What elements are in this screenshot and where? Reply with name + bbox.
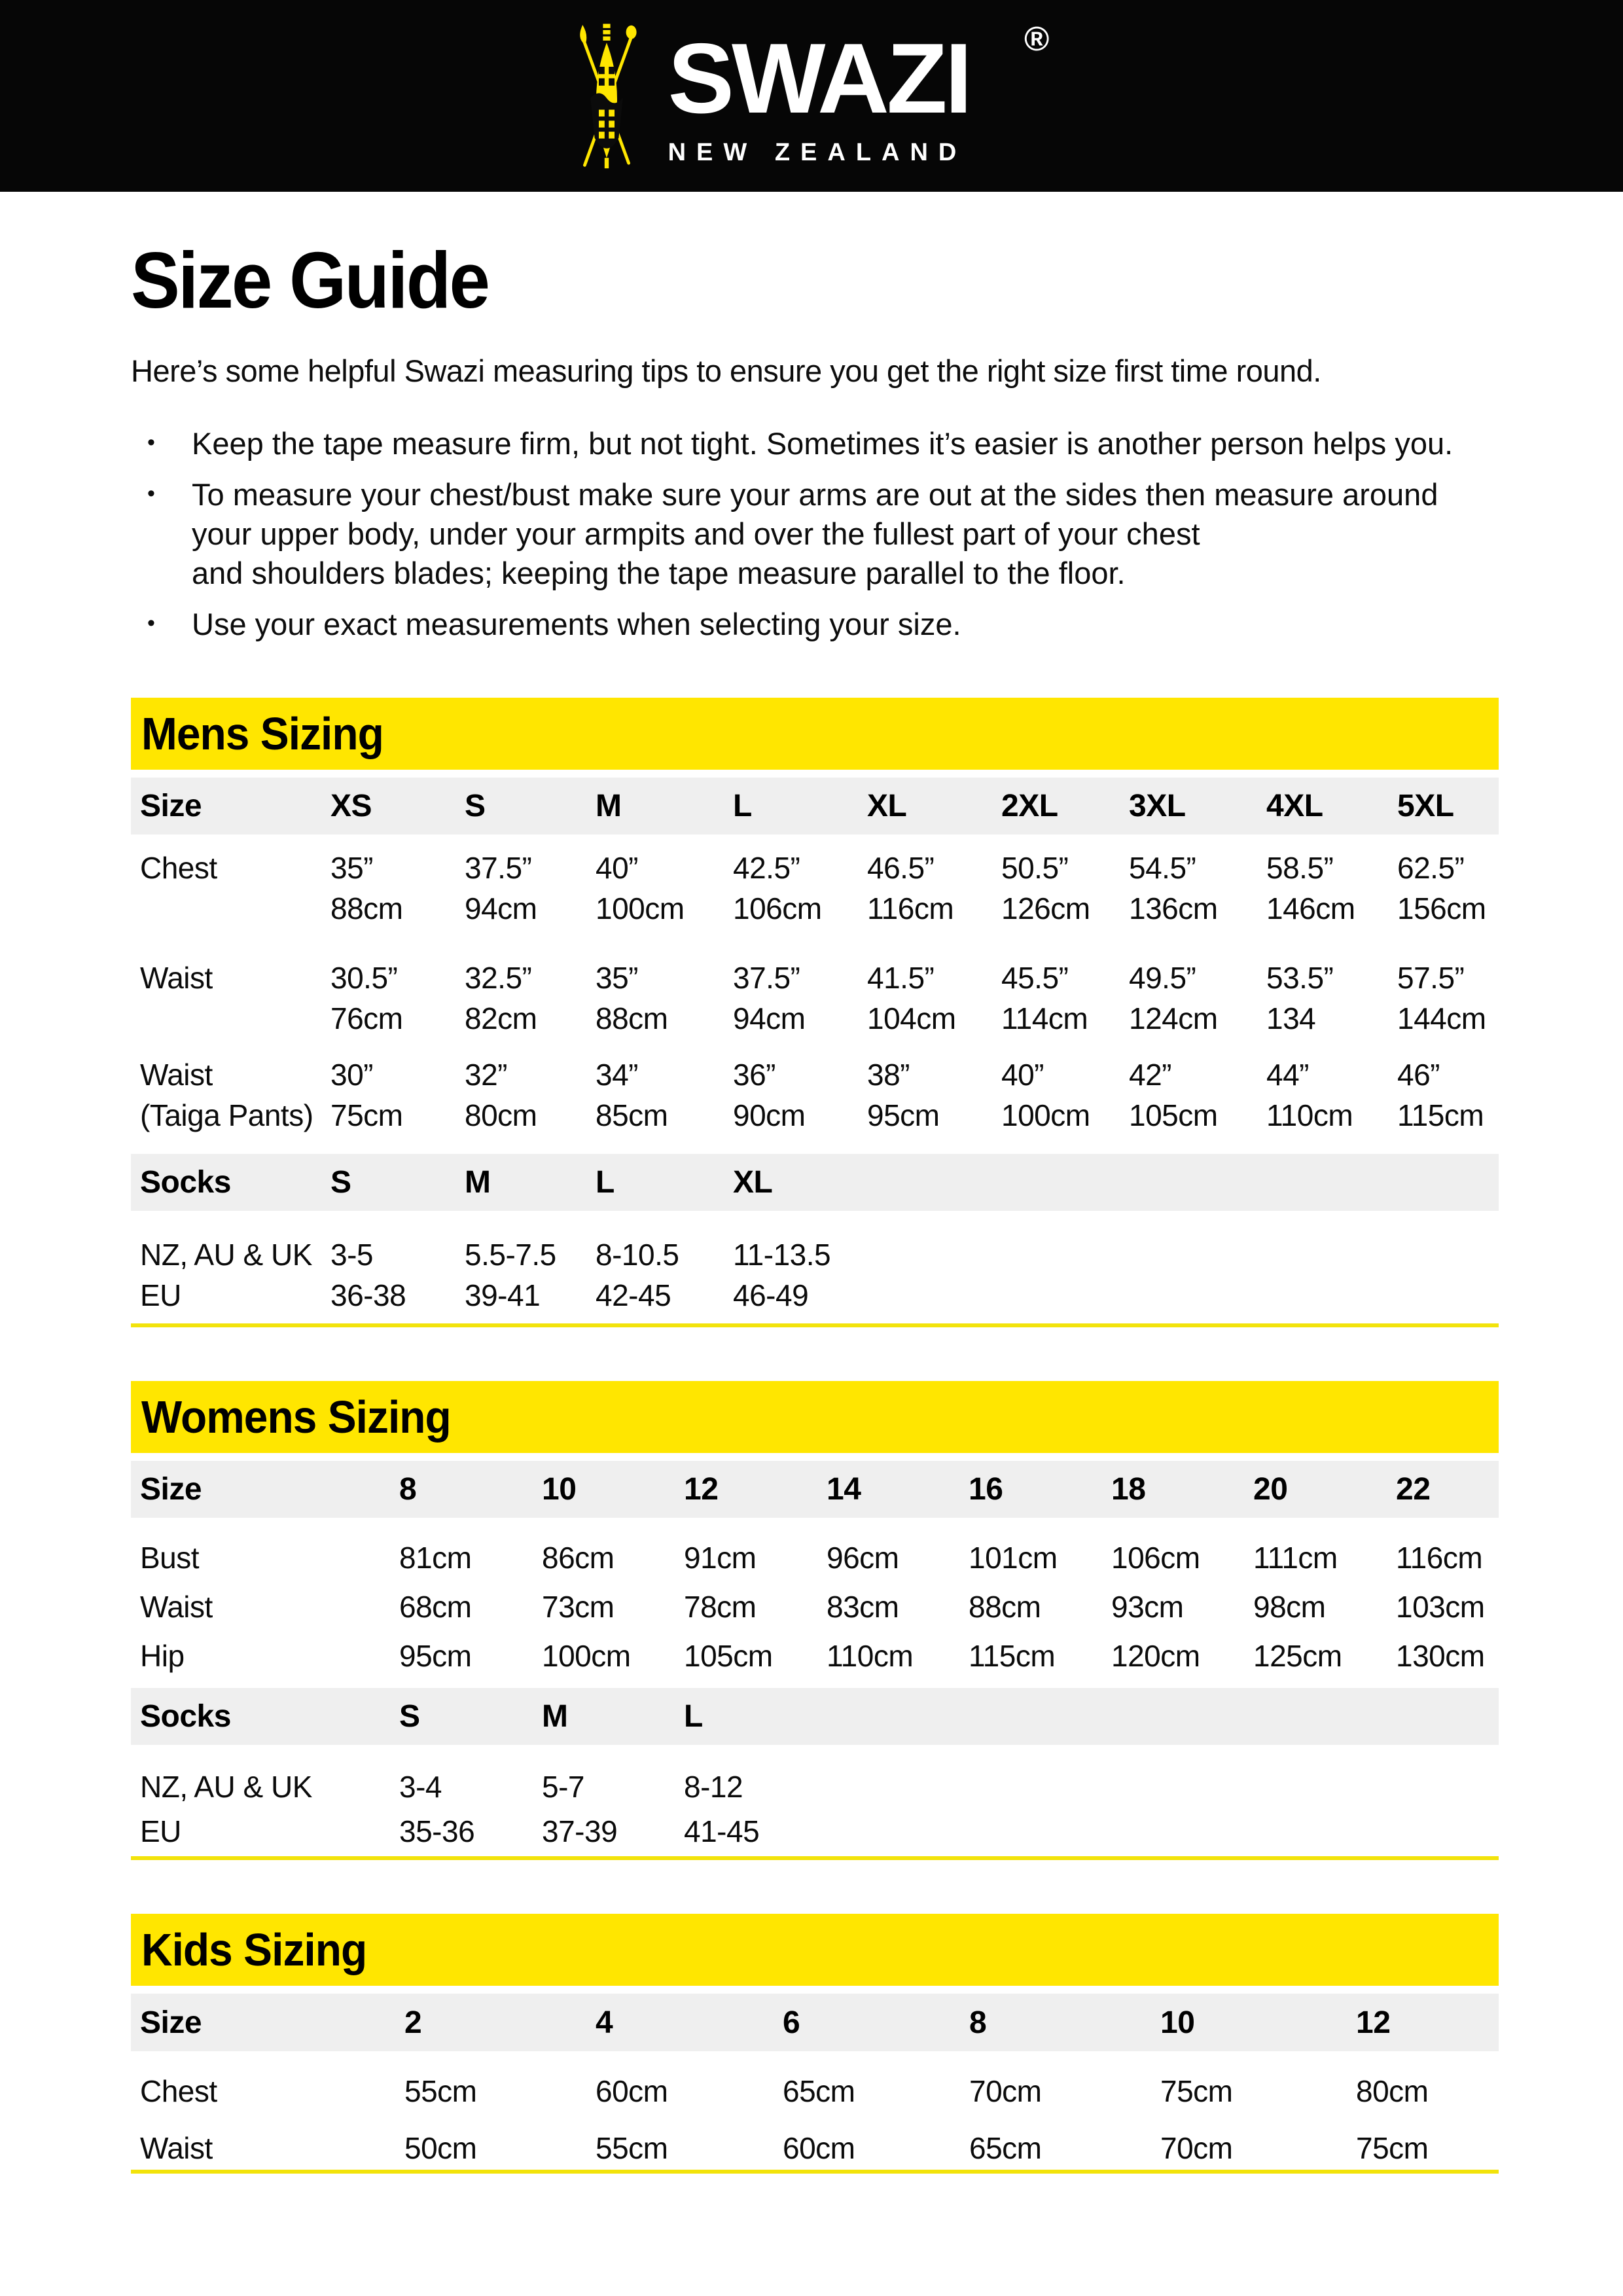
empty-cell bbox=[1129, 1154, 1266, 1211]
row-label: Waist bbox=[140, 1590, 213, 1624]
measurement-cell: 105cm bbox=[684, 1639, 773, 1673]
womens-sizing-table bbox=[131, 1461, 1499, 1852]
measurement-cell: 70cm bbox=[1160, 2131, 1233, 2165]
measurement-cell: 68cm bbox=[399, 1590, 472, 1624]
yellow-divider bbox=[131, 2170, 1499, 2174]
measurement-cell: 120cm bbox=[1111, 1639, 1200, 1673]
mens-socks-header-row bbox=[131, 1154, 1499, 1211]
empty-cell bbox=[1266, 1154, 1397, 1211]
kids-title-bar bbox=[131, 1914, 1499, 1986]
header-cell: 16 bbox=[969, 1461, 1111, 1518]
empty-cell bbox=[1111, 1807, 1253, 1852]
measurement-cell: 98cm bbox=[1253, 1590, 1326, 1624]
row-label: Waist bbox=[140, 2131, 213, 2165]
measurement-cell: 35-36 bbox=[399, 1814, 475, 1848]
row-label: Bust bbox=[140, 1541, 200, 1575]
measurement-cell: 50cm bbox=[404, 2131, 477, 2165]
empty-cell bbox=[1111, 1745, 1253, 1807]
measurement-cell: 110cm bbox=[827, 1639, 914, 1673]
empty-cell bbox=[867, 1211, 1001, 1275]
section-title: Womens Sizing bbox=[141, 1391, 451, 1443]
measurement-cell: 35” 88cm bbox=[596, 961, 668, 1035]
empty-cell bbox=[1253, 1807, 1396, 1852]
measurement-cell: 35” 88cm bbox=[330, 851, 403, 925]
empty-cell bbox=[1111, 1688, 1253, 1745]
header-cell: M bbox=[542, 1688, 684, 1745]
bullet-icon: • bbox=[147, 481, 155, 506]
empty-cell bbox=[1266, 1275, 1397, 1316]
measurement-cell: 75cm bbox=[1356, 2131, 1429, 2165]
measurement-cell: 111cm bbox=[1253, 1541, 1338, 1575]
section-title: Kids Sizing bbox=[141, 1924, 367, 1975]
mens-socks-nz-row bbox=[131, 1211, 1499, 1275]
header-cell: S bbox=[330, 1154, 465, 1211]
measurement-cell: 60cm bbox=[783, 2131, 855, 2165]
brand-wordmark: SWAZI bbox=[668, 23, 970, 134]
measurement-cell: 3-4 bbox=[399, 1770, 442, 1804]
measurement-cell: 86cm bbox=[542, 1541, 615, 1575]
measurement-cell: 80cm bbox=[1356, 2074, 1429, 2108]
section-title: Mens Sizing bbox=[141, 708, 383, 759]
empty-cell bbox=[969, 1688, 1111, 1745]
brand-header bbox=[0, 0, 1623, 192]
measurement-cell: 39-41 bbox=[465, 1278, 541, 1312]
measurement-cell: 36” 90cm bbox=[733, 1058, 806, 1132]
measurement-cell: 91cm bbox=[684, 1541, 757, 1575]
measurement-cell: 54.5” 136cm bbox=[1129, 851, 1218, 925]
tip-line: and shoulders blades; keeping the tape measure parallel to the floor. bbox=[192, 556, 1126, 590]
header-cell: 8 bbox=[969, 1994, 1160, 2051]
header-cell: S bbox=[399, 1688, 542, 1745]
empty-cell bbox=[1001, 1154, 1129, 1211]
measurement-cell: 100cm bbox=[542, 1639, 631, 1673]
measuring-tips-list bbox=[131, 424, 1499, 644]
measurement-cell: 42” 105cm bbox=[1129, 1058, 1218, 1132]
measurement-cell: 106cm bbox=[1111, 1541, 1200, 1575]
header-cell: 12 bbox=[1356, 1994, 1499, 2051]
measurement-cell: 36-38 bbox=[330, 1278, 406, 1312]
empty-cell bbox=[969, 1807, 1111, 1852]
measurement-cell: 11-13.5 bbox=[733, 1238, 831, 1272]
measurement-cell: 41.5” 104cm bbox=[867, 961, 956, 1035]
header-cell: L bbox=[596, 1154, 733, 1211]
measurement-cell: 73cm bbox=[542, 1590, 615, 1624]
mens-socks-eu-row bbox=[131, 1275, 1499, 1316]
tip-line: Use your exact measurements when selecting your size. bbox=[192, 607, 961, 641]
measurement-cell: 41-45 bbox=[684, 1814, 760, 1848]
womens-bust-row bbox=[131, 1518, 1499, 1578]
tip-item bbox=[131, 475, 1499, 593]
header-cell: XL bbox=[733, 1154, 867, 1211]
measurement-cell: 96cm bbox=[827, 1541, 899, 1575]
measurement-cell: 46” 115cm bbox=[1397, 1058, 1484, 1132]
measurement-cell: 49.5” 124cm bbox=[1129, 961, 1218, 1035]
header-cell: Size bbox=[131, 778, 330, 834]
measurement-cell: 57.5” 144cm bbox=[1397, 961, 1486, 1035]
header-cell: 4XL bbox=[1266, 778, 1397, 834]
measurement-cell: 42.5” 106cm bbox=[733, 851, 822, 925]
row-label: Waist (Taiga Pants) bbox=[140, 1058, 313, 1132]
header-cell: 5XL bbox=[1397, 778, 1499, 834]
header-cell: 3XL bbox=[1129, 778, 1266, 834]
measurement-cell: 44” 110cm bbox=[1266, 1058, 1353, 1132]
header-cell: M bbox=[596, 778, 733, 834]
measurement-cell: 55cm bbox=[596, 2131, 668, 2165]
kids-section bbox=[131, 1914, 1499, 2174]
measurement-cell: 116cm bbox=[1396, 1541, 1483, 1575]
row-label: NZ, AU & UK bbox=[140, 1238, 312, 1272]
measurement-cell: 46-49 bbox=[733, 1278, 809, 1312]
empty-cell bbox=[1396, 1745, 1499, 1807]
empty-cell bbox=[1397, 1275, 1499, 1316]
measurement-cell: 50.5” 126cm bbox=[1001, 851, 1090, 925]
womens-hip-row bbox=[131, 1627, 1499, 1688]
header-cell: XS bbox=[330, 778, 465, 834]
measurement-cell: 34” 85cm bbox=[596, 1058, 668, 1132]
registered-trademark: ® bbox=[1024, 20, 1050, 58]
header-cell: 4 bbox=[596, 1994, 783, 2051]
measurement-cell: 55cm bbox=[404, 2074, 477, 2108]
measurement-cell: 8-12 bbox=[684, 1770, 743, 1804]
page-title: Size Guide bbox=[131, 236, 489, 325]
bullet-icon: • bbox=[147, 611, 155, 636]
kids-waist-row bbox=[131, 2111, 1499, 2168]
measurement-cell: 62.5” 156cm bbox=[1397, 851, 1486, 925]
header-cell: Size bbox=[131, 1461, 399, 1518]
measurement-cell: 115cm bbox=[969, 1639, 1056, 1673]
measurement-cell: 60cm bbox=[596, 2074, 668, 2108]
tip-line: Keep the tape measure firm, but not tight. Sometimes it’s easier is another person helps you. bbox=[192, 426, 1454, 461]
measurement-cell: 88cm bbox=[969, 1590, 1041, 1624]
measurement-cell: 81cm bbox=[399, 1541, 472, 1575]
header-cell: Socks bbox=[131, 1688, 399, 1745]
measurement-cell: 37-39 bbox=[542, 1814, 618, 1848]
mens-section bbox=[131, 698, 1499, 1327]
header-cell: 14 bbox=[827, 1461, 969, 1518]
measurement-cell: 78cm bbox=[684, 1590, 757, 1624]
womens-section bbox=[131, 1381, 1499, 1860]
measurement-cell: 5.5-7.5 bbox=[465, 1238, 556, 1272]
measurement-cell: 125cm bbox=[1253, 1639, 1342, 1673]
tip-item bbox=[131, 424, 1499, 463]
mens-sizing-table bbox=[131, 778, 1499, 1316]
measurement-cell: 3-5 bbox=[330, 1238, 373, 1272]
intro-text: Here’s some helpful Swazi measuring tips to ensure you get the right size first time round. bbox=[131, 353, 1321, 388]
measurement-cell: 42-45 bbox=[596, 1278, 671, 1312]
womens-socks-nz-row bbox=[131, 1745, 1499, 1807]
header-cell: 12 bbox=[684, 1461, 827, 1518]
header-cell: 22 bbox=[1396, 1461, 1499, 1518]
header-cell: 2XL bbox=[1001, 778, 1129, 834]
womens-size-header-row bbox=[131, 1461, 1499, 1518]
header-cell: 18 bbox=[1111, 1461, 1253, 1518]
measurement-cell: 65cm bbox=[783, 2074, 855, 2108]
row-label: NZ, AU & UK bbox=[140, 1770, 312, 1804]
row-label: Chest bbox=[140, 2074, 217, 2108]
header-cell: Size bbox=[131, 1994, 404, 2051]
row-label: EU bbox=[140, 1278, 181, 1312]
header-cell: 10 bbox=[542, 1461, 684, 1518]
kids-chest-row bbox=[131, 2051, 1499, 2111]
row-label: Chest bbox=[140, 851, 217, 885]
empty-cell bbox=[827, 1745, 969, 1807]
measurement-cell: 40” 100cm bbox=[596, 851, 685, 925]
measurement-cell: 30” 75cm bbox=[330, 1058, 403, 1132]
measurement-cell: 32” 80cm bbox=[465, 1058, 537, 1132]
empty-cell bbox=[827, 1807, 969, 1852]
bullet-icon: • bbox=[147, 430, 155, 455]
measurement-cell: 45.5” 114cm bbox=[1001, 961, 1088, 1035]
zulu-shield-icon bbox=[570, 20, 643, 177]
measurement-cell: 65cm bbox=[969, 2131, 1042, 2165]
header-cell: M bbox=[465, 1154, 596, 1211]
measurement-cell: 70cm bbox=[969, 2074, 1042, 2108]
measurement-cell: 38” 95cm bbox=[867, 1058, 940, 1132]
empty-cell bbox=[1001, 1275, 1129, 1316]
measurement-cell: 93cm bbox=[1111, 1590, 1184, 1624]
header-cell: L bbox=[733, 778, 867, 834]
empty-cell bbox=[969, 1745, 1111, 1807]
empty-cell bbox=[867, 1154, 1001, 1211]
page-content bbox=[0, 236, 1623, 2174]
empty-cell bbox=[1397, 1154, 1499, 1211]
header-cell: Socks bbox=[131, 1154, 330, 1211]
mens-chest-row bbox=[131, 834, 1499, 958]
womens-waist-row bbox=[131, 1578, 1499, 1627]
measurement-cell: 103cm bbox=[1396, 1590, 1485, 1624]
tip-line: your upper body, under your armpits and over the fullest part of your chest bbox=[192, 516, 1200, 551]
empty-cell bbox=[1396, 1807, 1499, 1852]
womens-socks-eu-row bbox=[131, 1807, 1499, 1852]
measurement-cell: 101cm bbox=[969, 1541, 1058, 1575]
measurement-cell: 32.5” 82cm bbox=[465, 961, 537, 1035]
measurement-cell: 37.5” 94cm bbox=[465, 851, 537, 925]
kids-size-header-row bbox=[131, 1994, 1499, 2051]
empty-cell bbox=[1253, 1745, 1396, 1807]
measurement-cell: 37.5” 94cm bbox=[733, 961, 806, 1035]
mens-size-header-row bbox=[131, 778, 1499, 834]
header-cell: 6 bbox=[783, 1994, 969, 2051]
mens-waist-row bbox=[131, 958, 1499, 1054]
kids-sizing-table bbox=[131, 1994, 1499, 2168]
measurement-cell: 46.5” 116cm bbox=[867, 851, 954, 925]
header-cell: 20 bbox=[1253, 1461, 1396, 1518]
header-cell: 10 bbox=[1160, 1994, 1356, 2051]
row-label: EU bbox=[140, 1814, 181, 1848]
empty-cell bbox=[1266, 1211, 1397, 1275]
yellow-divider bbox=[131, 1323, 1499, 1327]
header-cell: 2 bbox=[404, 1994, 596, 2051]
measurement-cell: 130cm bbox=[1396, 1639, 1485, 1673]
row-label: Waist bbox=[140, 961, 213, 995]
measurement-cell: 75cm bbox=[1160, 2074, 1233, 2108]
brand-tagline: NEW ZEALAND bbox=[668, 139, 967, 166]
empty-cell bbox=[1253, 1688, 1396, 1745]
empty-cell bbox=[1396, 1688, 1499, 1745]
empty-cell bbox=[1129, 1275, 1266, 1316]
mens-title-bar bbox=[131, 698, 1499, 770]
empty-cell bbox=[1129, 1211, 1266, 1275]
header-cell: XL bbox=[867, 778, 1001, 834]
womens-title-bar bbox=[131, 1381, 1499, 1453]
womens-socks-header-row bbox=[131, 1688, 1499, 1745]
empty-cell bbox=[867, 1275, 1001, 1316]
measurement-cell: 95cm bbox=[399, 1639, 472, 1673]
mens-taiga-waist-row bbox=[131, 1054, 1499, 1154]
measurement-cell: 83cm bbox=[827, 1590, 899, 1624]
measurement-cell: 40” 100cm bbox=[1001, 1058, 1090, 1132]
empty-cell bbox=[1397, 1211, 1499, 1275]
measurement-cell: 8-10.5 bbox=[596, 1238, 679, 1272]
measurement-cell: 53.5” 134 bbox=[1266, 961, 1334, 1035]
header-cell: 8 bbox=[399, 1461, 542, 1518]
measurement-cell: 58.5” 146cm bbox=[1266, 851, 1355, 925]
swazi-logo bbox=[570, 20, 1054, 177]
header-cell: S bbox=[465, 778, 596, 834]
header-cell: L bbox=[684, 1688, 827, 1745]
brand-text-block bbox=[668, 20, 1054, 167]
empty-cell bbox=[827, 1688, 969, 1745]
measurement-cell: 30.5” 76cm bbox=[330, 961, 403, 1035]
empty-cell bbox=[1001, 1211, 1129, 1275]
yellow-divider bbox=[131, 1856, 1499, 1860]
measurement-cell: 5-7 bbox=[542, 1770, 584, 1804]
tip-line: To measure your chest/bust make sure your arms are out at the sides then measure around bbox=[192, 477, 1438, 512]
row-label: Hip bbox=[140, 1639, 185, 1673]
tip-item bbox=[131, 605, 1499, 644]
